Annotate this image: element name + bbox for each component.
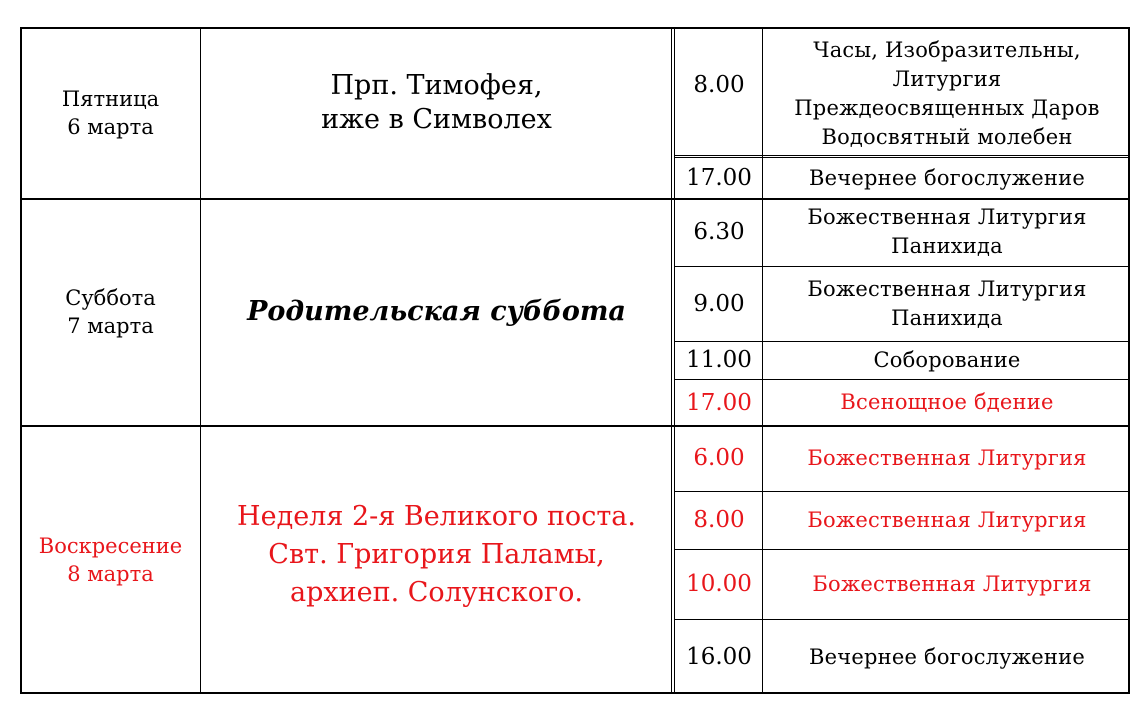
column-divider [762,27,763,694]
time-cell [676,158,762,198]
service-line: Вечернее богослужение [809,644,1085,669]
service-line: Божественная Литургия [807,507,1087,532]
service-divider [674,619,1130,620]
service-line: Панихида [891,305,1003,330]
day-cell-friday [20,27,201,198]
service-divider [674,491,1130,492]
column-divider [674,27,675,694]
date-label: 8 марта [67,562,154,586]
table-border-right [1128,27,1130,694]
schedule-table [20,27,1130,694]
column-divider [200,27,201,694]
service-cell [764,492,1130,548]
time-cell [676,426,762,490]
service-cell [764,550,1130,618]
weekday-label: Пятница [61,86,160,111]
service-line: Водосвятный молебен [821,124,1073,149]
service-line: Панихида [891,234,1003,258]
service-line: Соборование [873,347,1021,372]
time-cell [676,620,762,694]
service-line: Литургия [892,66,1002,91]
table-border-top [20,27,1130,29]
service-divider [674,155,1130,156]
date-label: 6 марта [67,114,154,139]
service-line: Божественная Литургия [812,571,1092,596]
row-divider [20,198,1130,200]
feast-cell-friday [201,27,672,198]
service-time: 17.00 [686,165,752,191]
service-time: 8.00 [693,71,745,98]
time-cell [676,492,762,548]
time-cell [676,267,762,340]
weekday-label: Суббота [65,286,156,310]
service-divider [674,266,1130,267]
feast-line: иже в Символех [321,103,552,135]
feast-cell-saturday [201,199,672,425]
service-divider [674,341,1130,342]
feast-line: Неделя 2-я Великого поста. [237,501,636,532]
day-cell-sunday [20,426,201,694]
service-time: 10.00 [686,571,752,597]
service-time: 9.00 [693,290,745,317]
time-cell [676,27,762,156]
service-line: Вечернее богослужение [809,165,1085,190]
table-border-left [20,27,22,694]
service-time: 6.30 [693,219,745,245]
day-cell-saturday [20,199,201,425]
service-time: 8.00 [693,507,745,533]
row-divider [20,425,1130,427]
service-line: Божественная Литургия [807,445,1087,470]
time-cell [676,380,762,425]
service-divider [674,379,1130,380]
service-cell [764,27,1130,156]
service-cell [764,426,1130,490]
service-time: 17.00 [686,389,752,416]
feast-line: Свт. Григория Паламы, [268,539,605,570]
time-cell [676,342,762,378]
service-time: 16.00 [686,644,752,670]
service-cell [764,267,1130,340]
service-line: Всенощное бдение [840,390,1054,414]
time-cell [676,550,762,618]
service-cell [764,380,1130,425]
service-time: 6.00 [693,445,745,471]
service-cell [764,158,1130,198]
feast-line: архиеп. Солунского. [290,577,583,608]
service-line: Божественная Литургия [807,205,1087,229]
service-line: Часы, Изобразительны, [813,37,1081,62]
service-line: Божественная Литургия [807,276,1087,301]
feast-title: Родительская суббота [247,296,626,327]
table-border-bottom [20,692,1130,694]
time-cell [676,199,762,265]
service-line: Преждеосвященных Даров [794,95,1100,120]
service-cell [764,620,1130,694]
service-divider [674,157,1130,158]
date-label: 7 марта [67,314,154,338]
service-time: 11.00 [686,347,752,373]
service-cell [764,342,1130,378]
service-divider [674,549,1130,550]
feast-cell-sunday [201,426,672,694]
weekday-label: Воскресение [38,534,183,558]
feast-line: Прп. Тимофея, [330,69,543,101]
service-cell [764,199,1130,265]
column-divider [671,27,672,694]
